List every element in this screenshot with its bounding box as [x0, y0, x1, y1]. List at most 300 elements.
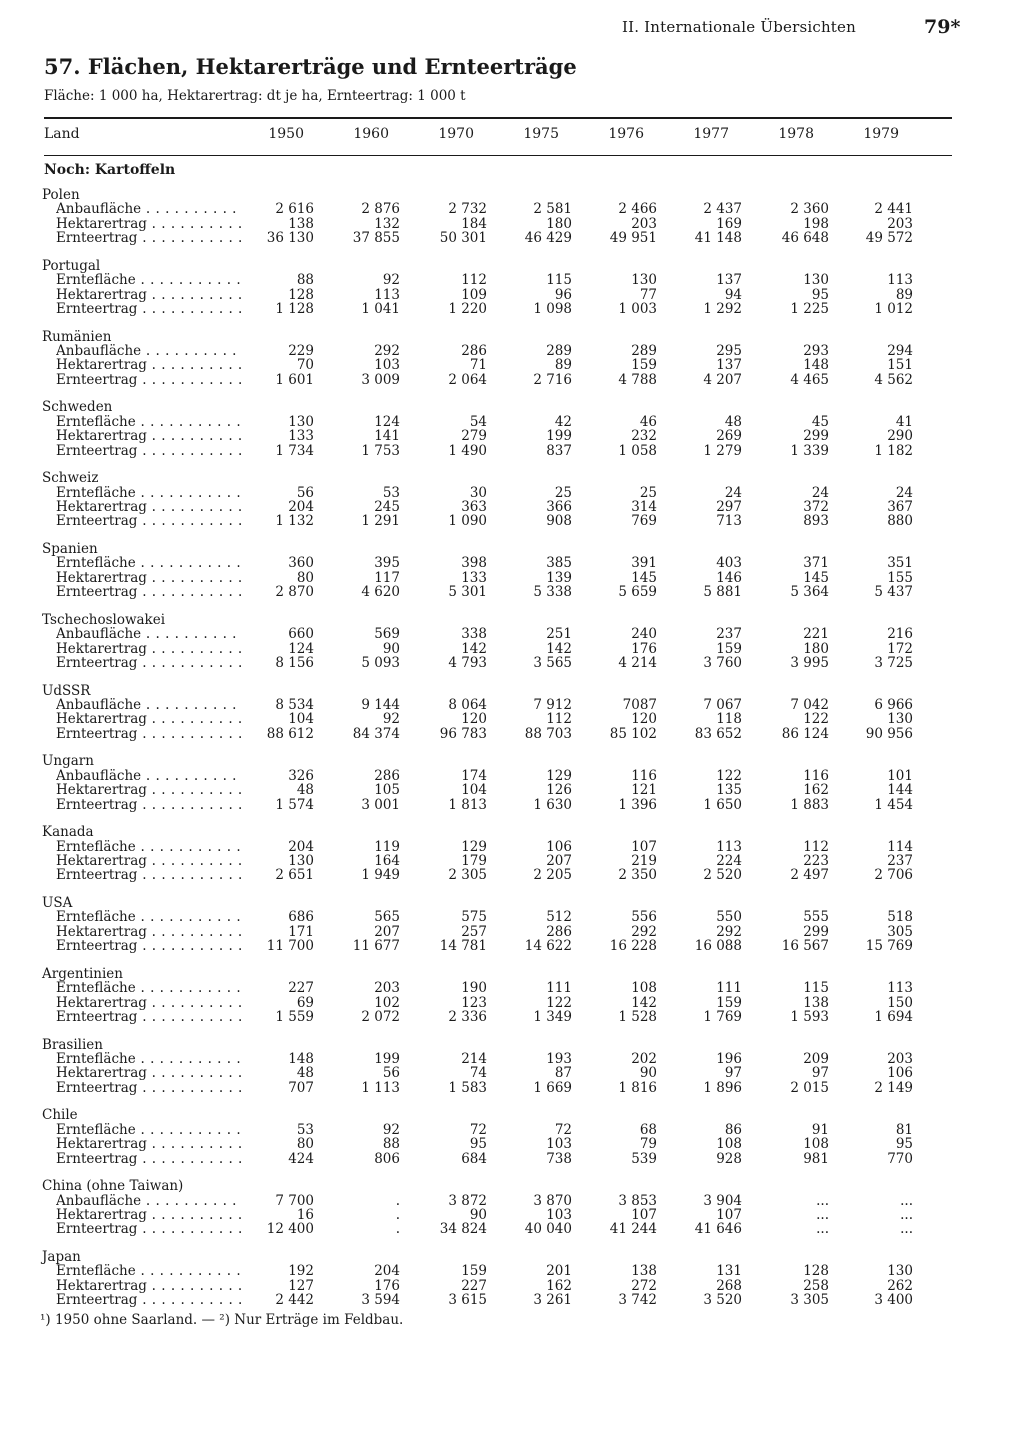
table-cell: 5 437 [874, 584, 913, 601]
table-row [0, 627, 960, 641]
table-cell: 88 612 [266, 725, 314, 742]
table-cell: 5 301 [448, 584, 487, 601]
table-cell: 120 [631, 711, 657, 728]
table-cell: 289 [631, 343, 657, 359]
table-cell: 74 [469, 1065, 487, 1082]
table-cell: 232 [631, 428, 657, 445]
table-cell: 1 098 [533, 301, 572, 317]
table-cell: 83 652 [694, 725, 742, 742]
table-cell: 79 [639, 1136, 657, 1153]
running-head: II. Internationale Übersichten [622, 18, 856, 36]
table-row [0, 273, 960, 287]
table-cell: 162 [546, 1277, 572, 1294]
table-row [0, 642, 960, 656]
table-cell: 1 883 [790, 796, 829, 813]
table-cell: 686 [288, 909, 314, 926]
table-row [0, 288, 960, 302]
table-cell: 3 009 [361, 371, 400, 388]
table-cell: 203 [374, 980, 400, 997]
table-cell: 7 700 [275, 1192, 314, 1209]
table-cell: 555 [803, 909, 829, 926]
row-label: Erntefläche . . . [56, 273, 242, 287]
table-cell: 240 [631, 626, 657, 643]
table-cell: 159 [461, 1263, 487, 1280]
table-row [0, 656, 960, 670]
country-name: UdSSR [42, 682, 91, 699]
table-row [0, 1123, 960, 1137]
table-row [0, 1264, 960, 1278]
table-cell: 11 677 [352, 938, 400, 955]
table-cell: 385 [546, 555, 572, 572]
table-cell: 107 [631, 838, 657, 855]
table-cell: 2 716 [533, 371, 572, 388]
row-label: Hektarertrag . . . [56, 996, 242, 1010]
table-cell: 119 [374, 838, 400, 855]
table-cell: 190 [461, 980, 487, 997]
table-cell: 101 [887, 767, 913, 784]
row-label: Anbaufläche . . . [56, 769, 242, 783]
table-cell: 272 [631, 1277, 657, 1294]
table-cell: 159 [716, 640, 742, 657]
table-row [0, 783, 960, 797]
row-label: Erntefläche . . . [56, 415, 242, 429]
row-label: Hektarertrag . . . [56, 358, 242, 372]
table-row [0, 1152, 960, 1166]
country-name: Kanada [42, 824, 94, 841]
table-cell: 3 725 [874, 655, 913, 671]
table-cell: 216 [887, 626, 913, 643]
table-cell: 286 [546, 923, 572, 940]
table-cell: 141 [374, 428, 400, 445]
row-label: Hektarertrag . . . [56, 925, 242, 939]
table-cell: 95 [811, 286, 829, 303]
table-row [0, 1137, 960, 1151]
table-cell: 94 [724, 286, 742, 303]
table-cell: 81 [895, 1121, 913, 1138]
table-cell: 262 [887, 1277, 913, 1294]
table-cell: 3 760 [703, 655, 742, 671]
table-cell: 395 [374, 555, 400, 572]
table-cell: 109 [461, 286, 487, 303]
row-label: Anbaufläche . . . [56, 202, 242, 216]
table-cell: 299 [803, 923, 829, 940]
table-cell: 8 156 [275, 655, 314, 671]
country-name: Spanien [42, 541, 98, 557]
table-cell: 159 [631, 357, 657, 374]
table-cell: 1 583 [448, 1079, 487, 1096]
row-label: Hektarertrag . . . [56, 1208, 242, 1222]
column-header-year: 1976 [608, 126, 644, 142]
row-label: Ernteertrag . . . [56, 231, 242, 245]
table-cell: 3 001 [361, 796, 400, 813]
table-cell: 16 088 [694, 938, 742, 955]
table-cell: 4 788 [618, 371, 657, 388]
table-row [0, 1222, 960, 1236]
table-cell: 908 [546, 513, 572, 530]
table-cell: 424 [288, 1150, 314, 1167]
table-cell: 1 279 [703, 442, 742, 459]
table-cell: 2 870 [275, 584, 314, 601]
row-label: Ernteertrag . . . [56, 1081, 242, 1095]
table-cell: 550 [716, 909, 742, 926]
table-cell: 3 870 [533, 1192, 572, 1209]
table-cell: 145 [631, 569, 657, 586]
table-cell: 111 [546, 980, 572, 997]
table-cell: 1 454 [874, 796, 913, 813]
table-cell: 144 [887, 782, 913, 799]
table-cell: ... [816, 1192, 829, 1209]
table-cell: 207 [374, 923, 400, 940]
table-cell: 893 [803, 513, 829, 530]
table-cell: 116 [803, 767, 829, 784]
row-label: Erntefläche . . . [56, 840, 242, 854]
table-cell: 279 [461, 428, 487, 445]
table-cell: 198 [803, 215, 829, 232]
table-row [0, 981, 960, 995]
table-cell: 159 [716, 994, 742, 1011]
row-label: Anbaufläche . . . [56, 698, 242, 712]
table-cell: 113 [887, 272, 913, 289]
table-cell: 148 [288, 1051, 314, 1067]
row-label: Hektarertrag . . . [56, 500, 242, 514]
page-number: 79* [924, 16, 961, 38]
table-row [0, 344, 960, 358]
table-cell: . [395, 1207, 400, 1223]
row-label: Erntefläche . . . [56, 486, 242, 500]
table-cell: 227 [288, 980, 314, 997]
row-label: Ernteertrag . . . [56, 585, 242, 599]
table-cell: 174 [461, 767, 487, 784]
table-cell: 3 904 [703, 1192, 742, 1209]
country-name: Schweden [42, 399, 113, 416]
table-cell: 289 [546, 343, 572, 359]
row-label: Hektarertrag . . . [56, 854, 242, 868]
table-cell: 203 [631, 215, 657, 232]
table-row [0, 868, 960, 882]
row-label: Anbaufläche . . . [56, 627, 242, 641]
table-cell: 1 601 [275, 371, 314, 388]
table-cell: 237 [716, 626, 742, 643]
table-cell: 286 [461, 343, 487, 359]
table-cell: 114 [887, 838, 913, 855]
row-label: Erntefläche . . . [56, 910, 242, 924]
table-cell: 199 [546, 428, 572, 445]
table-cell: 1 813 [448, 796, 487, 813]
table-cell: 1 559 [275, 1009, 314, 1025]
table-cell: 7 042 [790, 697, 829, 713]
table-cell: 268 [716, 1277, 742, 1294]
row-label: Erntefläche . . . [56, 556, 242, 570]
table-cell: 880 [887, 513, 913, 530]
table-cell: 56 [382, 1065, 400, 1082]
table-cell: 371 [803, 555, 829, 572]
column-header-year: 1979 [863, 126, 899, 142]
table-cell: 1 182 [874, 442, 913, 459]
table-row [0, 798, 960, 812]
table-cell: 95 [469, 1136, 487, 1153]
table-cell: 86 [724, 1121, 742, 1138]
column-header-year: 1950 [268, 126, 304, 142]
table-cell: 512 [546, 909, 572, 926]
table-cell: 48 [724, 413, 742, 430]
header-rule-bottom [44, 155, 952, 156]
table-cell: 1 650 [703, 796, 742, 813]
table-cell: 1 694 [874, 1009, 913, 1025]
row-label: Ernteertrag . . . [56, 302, 242, 316]
table-cell: 30 [469, 484, 487, 501]
table-cell: 9 144 [361, 697, 400, 713]
table-row [0, 514, 960, 528]
table-row [0, 939, 960, 953]
table-cell: 54 [469, 413, 487, 430]
table-cell: 106 [887, 1065, 913, 1082]
table-cell: 981 [803, 1150, 829, 1167]
table-cell: 146 [716, 569, 742, 586]
country-name: Tschechoslowakei [42, 611, 166, 628]
table-cell: ... [816, 1221, 829, 1238]
table-cell: 2 015 [790, 1079, 829, 1096]
table-cell: 184 [461, 215, 487, 232]
table-cell: 1 292 [703, 301, 742, 317]
table-cell: 77 [639, 286, 657, 303]
table-cell: 80 [296, 1136, 314, 1153]
table-cell: 2 350 [618, 867, 657, 884]
table-cell: 258 [803, 1277, 829, 1294]
table-row [0, 925, 960, 939]
table-cell: 6 966 [874, 697, 913, 713]
table-cell: 16 567 [781, 938, 829, 955]
table-cell: 4 214 [618, 655, 657, 671]
table-cell: 1 896 [703, 1079, 742, 1096]
table-cell: 103 [374, 357, 400, 374]
table-cell: 2 336 [448, 1009, 487, 1025]
table-row [0, 429, 960, 443]
table-cell: 107 [716, 1207, 742, 1223]
table-cell: 151 [887, 357, 913, 374]
table-cell: 41 646 [694, 1221, 742, 1238]
table-cell: 130 [631, 272, 657, 289]
table-cell: 164 [374, 853, 400, 869]
table-cell: 403 [716, 555, 742, 572]
table-cell: 142 [461, 640, 487, 657]
table-row [0, 1066, 960, 1080]
table-cell: 137 [716, 357, 742, 374]
table-cell: 133 [288, 428, 314, 445]
table-cell: 3 520 [703, 1292, 742, 1309]
table-cell: 203 [887, 215, 913, 232]
table-cell: 49 951 [609, 230, 657, 247]
column-header-year: 1978 [778, 126, 814, 142]
table-cell: 360 [288, 555, 314, 572]
table-cell: 1 574 [275, 796, 314, 813]
table-cell: 5 881 [703, 584, 742, 601]
table-cell: 1 220 [448, 301, 487, 317]
table-row [0, 698, 960, 712]
table-row [0, 231, 960, 245]
table-cell: 2 441 [874, 201, 913, 218]
table-cell: 123 [461, 994, 487, 1011]
table-cell: 363 [461, 499, 487, 515]
table-cell: 95 [895, 1136, 913, 1153]
table-cell: 556 [631, 909, 657, 926]
table-row [0, 840, 960, 854]
table-row [0, 571, 960, 585]
table-cell: ... [900, 1207, 913, 1223]
table-row [0, 444, 960, 458]
table-cell: 80 [296, 569, 314, 586]
table-cell: 50 301 [439, 230, 487, 247]
table-cell: 569 [374, 626, 400, 643]
table-cell: 117 [374, 569, 400, 586]
table-cell: ... [900, 1192, 913, 1209]
table-cell: 366 [546, 499, 572, 515]
table-cell: 2 064 [448, 371, 487, 388]
table-cell: 46 648 [781, 230, 829, 247]
table-cell: 130 [288, 413, 314, 430]
table-title: 57. Flächen, Hektarerträge und Ernteerträge [44, 54, 577, 79]
table-cell: 2 651 [275, 867, 314, 884]
table-cell: 219 [631, 853, 657, 869]
table-cell: 192 [288, 1263, 314, 1280]
table-cell: 139 [546, 569, 572, 586]
table-cell: 49 572 [865, 230, 913, 247]
table-cell: 518 [887, 909, 913, 926]
row-label: Ernteertrag . . . [56, 1010, 242, 1024]
table-cell: 105 [374, 782, 400, 799]
row-label: Hektarertrag . . . [56, 288, 242, 302]
table-cell: 204 [288, 499, 314, 515]
table-cell: 16 228 [609, 938, 657, 955]
table-cell: 72 [469, 1121, 487, 1138]
table-cell: 91 [811, 1121, 829, 1138]
table-cell: 203 [887, 1051, 913, 1067]
table-cell: 133 [461, 569, 487, 586]
table-cell: 130 [288, 853, 314, 869]
table-cell: 1 593 [790, 1009, 829, 1025]
country-name: Polen [42, 187, 80, 203]
table-cell: 229 [288, 343, 314, 359]
table-cell: 92 [382, 272, 400, 289]
table-row [0, 1194, 960, 1208]
table-cell: 128 [803, 1263, 829, 1280]
table-cell: 196 [716, 1051, 742, 1067]
table-row [0, 302, 960, 316]
table-cell: 314 [631, 499, 657, 515]
table-cell: 193 [546, 1051, 572, 1067]
table-cell: 202 [631, 1051, 657, 1067]
table-cell: 292 [631, 923, 657, 940]
table-cell: 24 [811, 484, 829, 501]
table-cell: 3 853 [618, 1192, 657, 1209]
table-cell: 138 [631, 1263, 657, 1280]
table-cell: 770 [887, 1150, 913, 1167]
table-cell: . [395, 1221, 400, 1238]
table-cell: 1 090 [448, 513, 487, 530]
table-cell: 169 [716, 215, 742, 232]
table-cell: 102 [374, 994, 400, 1011]
table-row [0, 769, 960, 783]
table-cell: 769 [631, 513, 657, 530]
table-cell: 108 [716, 1136, 742, 1153]
table-cell: 251 [546, 626, 572, 643]
table-cell: 162 [803, 782, 829, 799]
table-cell: 223 [803, 853, 829, 869]
table-cell: 1 113 [361, 1079, 400, 1096]
country-name: Japan [42, 1249, 81, 1265]
table-cell: 176 [631, 640, 657, 657]
table-row [0, 373, 960, 387]
table-cell: 707 [288, 1079, 314, 1096]
table-cell: ... [900, 1221, 913, 1238]
table-cell: 113 [374, 286, 400, 303]
table-cell: 14 781 [439, 938, 487, 955]
column-header-year: 1960 [353, 126, 389, 142]
table-subtitle: Fläche: 1 000 ha, Hektarertrag: dt je ha, Ernteertrag: 1 000 t [44, 88, 466, 104]
table-cell: 2 876 [361, 201, 400, 218]
table-cell: 130 [887, 1263, 913, 1280]
column-header-land: Land [44, 126, 80, 142]
table-cell: 3 742 [618, 1292, 657, 1309]
table-cell: 103 [546, 1207, 572, 1223]
table-cell: 293 [803, 343, 829, 359]
table-cell: 137 [716, 272, 742, 289]
column-header-year: 1977 [693, 126, 729, 142]
table-cell: 928 [716, 1150, 742, 1167]
table-cell: 108 [631, 980, 657, 997]
table-cell: 121 [631, 782, 657, 799]
table-cell: 713 [716, 513, 742, 530]
table-cell: 3 305 [790, 1292, 829, 1309]
table-cell: 290 [887, 428, 913, 445]
table-cell: 2 616 [275, 201, 314, 218]
table-cell: 96 [554, 286, 572, 303]
table-cell: 294 [887, 343, 913, 359]
table-cell: 4 465 [790, 371, 829, 388]
table-cell: 2 520 [703, 867, 742, 884]
table-cell: 738 [546, 1150, 572, 1167]
table-cell: 89 [895, 286, 913, 303]
table-cell: 104 [461, 782, 487, 799]
row-label: Ernteertrag . . . [56, 868, 242, 882]
table-row [0, 415, 960, 429]
table-cell: 2 437 [703, 201, 742, 218]
table-cell: 1 012 [874, 301, 913, 317]
table-cell: 1 949 [361, 867, 400, 884]
country-name: Portugal [42, 257, 101, 274]
table-cell: 204 [288, 838, 314, 855]
table-row [0, 1052, 960, 1066]
table-cell: 2 072 [361, 1009, 400, 1025]
table-cell: 199 [374, 1051, 400, 1067]
table-cell: 4 620 [361, 584, 400, 601]
table-cell: ... [816, 1207, 829, 1223]
table-cell: 1 058 [618, 442, 657, 459]
table-cell: 286 [374, 767, 400, 784]
table-cell: 2 360 [790, 201, 829, 218]
table-cell: 148 [803, 357, 829, 374]
table-cell: 180 [803, 640, 829, 657]
table-cell: 89 [554, 357, 572, 374]
table-cell: 7087 [622, 697, 657, 713]
column-header-year: 1975 [523, 126, 559, 142]
table-cell: 142 [631, 994, 657, 1011]
table-cell: 5 093 [361, 655, 400, 671]
table-cell: 112 [803, 838, 829, 855]
table-row [0, 910, 960, 924]
table-cell: 70 [296, 357, 314, 374]
table-cell: 245 [374, 499, 400, 515]
table-cell: 34 824 [439, 1221, 487, 1238]
